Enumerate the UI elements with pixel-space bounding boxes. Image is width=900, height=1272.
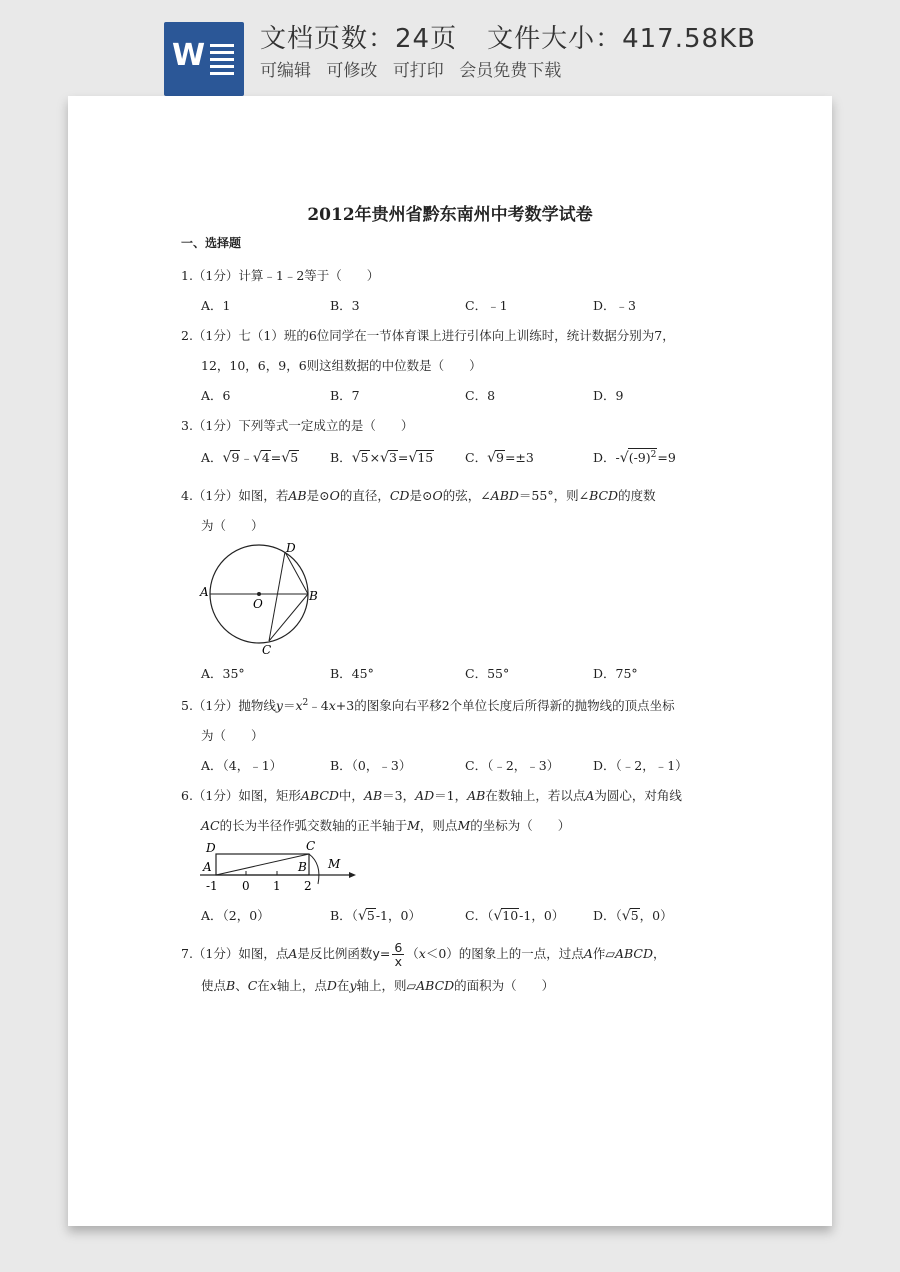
q1-option-d: D．﹣3 [593, 298, 636, 313]
shape-label: ABCD [614, 946, 653, 961]
section-heading: 一、选择题 [181, 236, 242, 250]
question-7-line-2 [201, 976, 554, 994]
label-b: B [309, 589, 318, 603]
text: 是⊙ [409, 488, 433, 503]
axis-arrow-icon [349, 872, 356, 878]
text: B．（ [330, 908, 358, 923]
text: ＝ [282, 698, 296, 713]
q3-option-d [593, 448, 676, 466]
segment-label: AB [363, 788, 383, 803]
label-c: C [306, 839, 316, 853]
variable: x [295, 698, 303, 713]
radicand: 4 [261, 450, 270, 465]
text: 为圆心，对角线 [594, 788, 682, 803]
text: 的长为半径作弧交数轴的正半轴于 [219, 818, 408, 833]
text: ＝1， [434, 788, 468, 803]
label-a: A [203, 860, 212, 874]
tick-label: 0 [242, 879, 250, 893]
file-info-title [260, 18, 756, 55]
angle-label: ABD [490, 488, 519, 503]
word-document-icon [164, 22, 244, 96]
diagonal-ac [216, 854, 309, 875]
operator: × [369, 450, 381, 465]
text: 6.（1分）如图，矩形 [181, 788, 301, 803]
point-label: D [326, 978, 337, 993]
fraction [392, 941, 404, 968]
radicand: 9 [231, 450, 240, 465]
q2-option-d: D．9 [593, 388, 624, 403]
page-count-label: 文档页数：24页 [260, 24, 458, 54]
question-4-line-2: 为（ ） [201, 518, 264, 533]
point-label: M [457, 818, 471, 833]
exponent: 2 [650, 450, 657, 460]
q5-option-d: D．（﹣2，﹣1） [593, 758, 688, 773]
segment-label: AB [288, 488, 307, 503]
text: 、 [235, 978, 248, 993]
q1-option-b: B．3 [330, 298, 360, 313]
variable: x [269, 978, 277, 993]
q3-option-b [330, 448, 434, 466]
point-label: A [583, 946, 593, 961]
radicand-base: (-9) [628, 450, 651, 466]
radical-icon: √ [252, 450, 262, 466]
point-label: B [226, 978, 236, 993]
q4-option-c: C．55° [465, 666, 510, 681]
text: ， [653, 946, 666, 961]
variable: x [328, 698, 336, 713]
chord-cd [269, 552, 285, 641]
point-label: O [329, 488, 340, 503]
text: 中， [338, 788, 364, 803]
segment-label: AB [467, 788, 486, 803]
radical-icon: √ [351, 450, 361, 466]
q4-option-b: B．45° [330, 666, 374, 681]
q2-option-c: C．8 [465, 388, 496, 403]
text: 的度数 [618, 488, 656, 503]
text: 在数轴上，若以点 [485, 788, 586, 803]
text: 在 [336, 978, 350, 993]
text: 使点 [201, 978, 227, 993]
numerator: 6 [394, 940, 403, 955]
segment-bd [285, 552, 308, 594]
text: 5.（1分）抛物线 [181, 698, 276, 713]
text: 是⊙ [306, 488, 330, 503]
radicand: 10 [502, 908, 519, 923]
text: 的直径， [339, 488, 390, 503]
text: ＝3， [382, 788, 416, 803]
question-5-line-1 [181, 696, 675, 714]
q4-option-a: A．35° [201, 666, 245, 681]
angle-label: BCD [589, 488, 619, 503]
question-7-line-1 [181, 941, 666, 968]
text: C．（ [465, 908, 494, 923]
denominator: x [394, 954, 402, 969]
variable: x [418, 946, 426, 961]
q5-option-c: C．（﹣2，﹣3） [465, 758, 560, 773]
text: -1，0） [375, 908, 421, 923]
exponent: 2 [302, 697, 309, 708]
variable: y [275, 698, 283, 713]
feature-member-download: 会员免费下载 [459, 61, 562, 81]
feature-editable: 可编辑 [260, 61, 311, 81]
expression-tail: =9 [657, 450, 676, 466]
operator: = [397, 450, 409, 465]
point-label: C [247, 978, 258, 993]
text: -1，0） [519, 908, 565, 923]
radicand: 3 [388, 450, 397, 465]
text: 4.（1分）如图，若 [181, 488, 289, 503]
tick-label: 1 [273, 879, 281, 893]
q5-option-a: A．（4，﹣1） [201, 758, 283, 773]
label-c: C [262, 643, 272, 657]
text: 作▱ [592, 946, 615, 961]
question-1: 1.（1分）计算﹣1﹣2等于（ ） [181, 268, 380, 283]
radicand: 5 [290, 450, 299, 465]
option-label: C． [465, 450, 488, 465]
tick-label: 2 [304, 879, 312, 893]
tick-label: -1 [206, 879, 218, 893]
label-b: B [298, 860, 307, 874]
radical-icon: √ [222, 450, 232, 466]
feature-list [260, 56, 571, 81]
point-label: O [432, 488, 443, 503]
radical-icon: √ [619, 450, 629, 467]
download-banner [0, 0, 900, 96]
radical-icon: √ [493, 908, 503, 924]
radical-icon: √ [487, 450, 496, 466]
file-size-label: 文件大小：417.58KB [487, 24, 756, 54]
text: ＝55°，则∠ [518, 488, 590, 503]
segment-label: AD [415, 788, 435, 803]
radicand: 5 [366, 908, 375, 923]
page-title: 2012年贵州省黔东南州中考数学试卷 [307, 205, 593, 225]
document-lines-icon [210, 44, 234, 79]
operator: = [270, 450, 282, 465]
segment-label: CD [389, 488, 410, 503]
text: 轴上，点 [276, 978, 327, 993]
radicand: 9 [496, 450, 504, 465]
question-6-line-2 [201, 816, 570, 834]
circle-figure [198, 540, 328, 662]
text: ，则点 [419, 818, 458, 833]
q5-option-b: B．（0，﹣3） [330, 758, 412, 773]
label-d: D [286, 541, 296, 555]
q6-option-d [593, 906, 673, 924]
text: 是反比例函数 [297, 946, 373, 961]
q6-option-a: A．（2，0） [201, 908, 270, 923]
label-m: M [328, 857, 341, 871]
label-a: A [200, 585, 209, 599]
radicand: 15 [417, 450, 434, 465]
variable: y [349, 978, 357, 993]
center-point [257, 592, 261, 596]
option-label: B． [330, 450, 352, 465]
text: （ [406, 946, 419, 961]
shape-label: ABCD [300, 788, 339, 803]
operator: - [615, 450, 620, 466]
question-6-line-1 [181, 786, 682, 804]
point-label: A [585, 788, 595, 803]
feature-modifiable: 可修改 [326, 61, 378, 81]
option-label: D． [593, 450, 616, 466]
q1-option-a: A．1 [201, 298, 231, 313]
question-5-line-2: 为（ ） [201, 728, 264, 743]
text: 在 [257, 978, 270, 993]
label-o: O [253, 597, 263, 611]
radical-icon: √ [357, 908, 367, 924]
radicand: 5 [630, 908, 639, 923]
q6-option-c [465, 906, 564, 924]
point-label: A [288, 946, 298, 961]
text: 7.（1分）如图，点 [181, 946, 289, 961]
point-label: M [407, 818, 420, 833]
q2-option-a: A．6 [201, 388, 231, 403]
text: 轴上，则▱ [356, 978, 417, 993]
word-logo-letter: W [172, 38, 205, 73]
q6-option-b [330, 906, 421, 924]
text: ，0） [639, 908, 673, 923]
q3-option-a [201, 448, 299, 466]
question-4-line-1 [181, 486, 656, 504]
label-d: D [206, 841, 216, 855]
feature-printable: 可打印 [392, 61, 444, 81]
question-2-line-2: 12，10，6，9，6则这组数据的中位数是（ ） [201, 358, 482, 373]
expression-tail: =±3 [504, 450, 534, 465]
text: +3的图象向右平移2个单位长度后所得新的抛物线的顶点坐标 [335, 698, 675, 713]
q3-option-c [465, 448, 534, 466]
text: D．（ [593, 908, 622, 923]
text: 的弦，∠ [442, 488, 491, 503]
q4-option-d: D．75° [593, 666, 638, 681]
radicand [628, 448, 658, 464]
document-page [68, 96, 832, 1226]
question-2-line-1: 2.（1分）七（1）班的6位同学在一节体育课上进行引体向上训练时，统计数据分别为7， [181, 328, 675, 343]
number-line-figure [196, 838, 362, 894]
text: 的坐标为（ ） [470, 818, 571, 833]
operator: ﹣ [240, 450, 253, 465]
radical-icon: √ [380, 450, 389, 466]
radical-icon: √ [621, 908, 631, 924]
radical-icon: √ [281, 450, 291, 466]
q1-option-c: C．﹣1 [465, 298, 508, 313]
text: ﹣4 [308, 698, 329, 713]
radicand: 5 [360, 450, 369, 465]
option-label: A． [201, 450, 223, 465]
segment-label: AC [201, 818, 220, 833]
shape-label: ABCD [416, 978, 455, 993]
text: ＜0）的图象上的一点，过点 [425, 946, 584, 961]
text: 的面积为（ ） [454, 978, 555, 993]
question-3: 3.（1分）下列等式一定成立的是（ ） [181, 418, 414, 433]
q2-option-b: B．7 [330, 388, 360, 403]
function-label: y= [372, 946, 391, 961]
radical-icon: √ [408, 450, 418, 466]
